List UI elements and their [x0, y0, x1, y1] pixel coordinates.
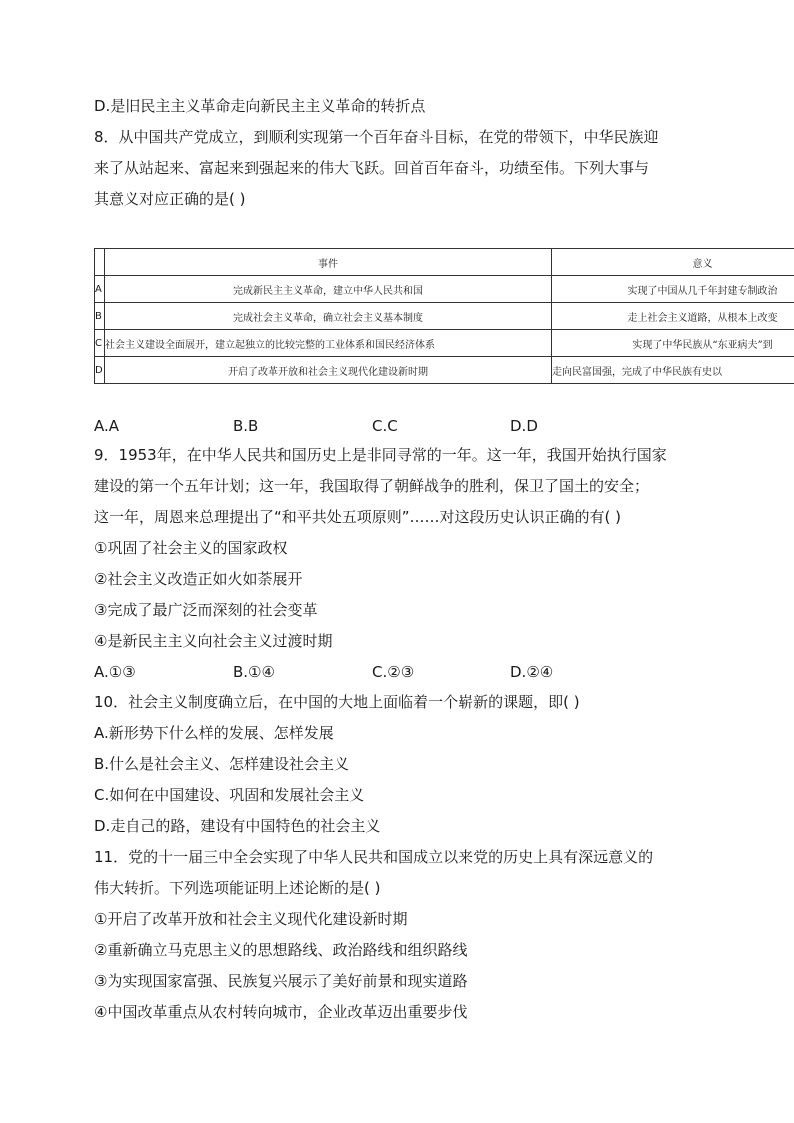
q9-option-c: C.②③ [372, 663, 415, 681]
table-row [95, 330, 794, 357]
table-row [95, 357, 794, 384]
q9-statement-4: ④是新民主主义向社会主义过渡时期 [94, 632, 333, 650]
row-key: A [95, 276, 105, 303]
q8-option-d: D.D [510, 417, 538, 435]
table-header-event: 事件 [105, 249, 552, 276]
q9-statement-3: ③完成了最广泛而深刻的社会变革 [94, 601, 318, 619]
q8-option-b: B.B [233, 417, 259, 435]
q8-option-c: C.C [372, 417, 398, 435]
events-table [94, 248, 794, 384]
q10-stem: 10．社会主义制度确立后，在中国的大地上面临着一个崭新的课题，即( ) [94, 693, 580, 711]
q8-option-a: A.A [94, 417, 120, 435]
q9-option-a: A.①③ [94, 663, 136, 681]
table-row [95, 303, 794, 330]
q10-option-a: A.新形势下什么样的发展、怎样发展 [94, 724, 334, 742]
table-header-row [95, 249, 794, 276]
row-meaning: 走上社会主义道路，从根本上改变 [552, 303, 794, 330]
table-header-key [95, 249, 105, 276]
row-event: 完成社会主义革命，确立社会主义基本制度 [105, 303, 552, 330]
events-table-container [94, 248, 794, 386]
q10-option-c: C.如何在中国建设、巩固和发展社会主义 [94, 786, 365, 804]
row-key: B [95, 303, 105, 330]
row-event: 完成新民主主义革命，建立中华人民共和国 [105, 276, 552, 303]
table-row [95, 276, 794, 303]
q11-statement-4: ④中国改革重点从农村转向城市，企业改革迈出重要步伐 [94, 1003, 468, 1021]
q9-stem-line-1: 9．1953年，在中华人民共和国历史上是非同寻常的一年。这一年，我国开始执行国家 [94, 446, 667, 464]
q8-stem-line-2: 来了从站起来、富起来到强起来的伟大飞跃。回首百年奋斗，功绩至伟。下列大事与 [94, 159, 650, 177]
row-key: C [95, 330, 105, 357]
q11-statement-2: ②重新确立马克思主义的思想路线、政治路线和组织路线 [94, 941, 468, 959]
q9-stem-line-3: 这一年，周恩来总理提出了“和平共处五项原则”……对这段历史认识正确的有( ) [94, 508, 622, 526]
q8-stem-line-1: 8．从中国共产党成立，到顺利实现第一个百年奋斗目标，在党的带领下，中华民族迎 [94, 128, 659, 146]
row-meaning: 走向民富国强，完成了中华民族有史以 [552, 357, 794, 384]
row-event: 社会主义建设全面展开，建立起独立的比较完整的工业体系和国民经济体系 [105, 330, 552, 357]
row-meaning: 实现了中华民族从“东亚病夫”到 [552, 330, 794, 357]
q9-statement-2: ②社会主义改造正如火如荼展开 [94, 570, 303, 588]
q10-option-b: B.什么是社会主义、怎样建设社会主义 [94, 755, 350, 773]
q11-stem-line-2: 伟大转折。下列选项能证明上述论断的是( ) [94, 879, 381, 897]
row-key: D [95, 357, 105, 384]
row-event: 开启了改革开放和社会主义现代化建设新时期 [105, 357, 552, 384]
q9-option-b: B.①④ [233, 663, 275, 681]
q8-stem-line-3: 其意义对应正确的是( ) [94, 190, 246, 208]
q11-statement-3: ③为实现国家富强、民族复兴展示了美好前景和现实道路 [94, 972, 468, 990]
q9-option-d: D.②④ [510, 663, 554, 681]
q9-statement-1: ①巩固了社会主义的国家政权 [94, 539, 288, 557]
q7-option-d: D.是旧民主主义革命走向新民主主义革命的转折点 [94, 97, 426, 115]
table-header-meaning: 意义 [552, 249, 794, 276]
row-meaning: 实现了中国从几千年封建专制政治 [552, 276, 794, 303]
q10-option-d: D.走自己的路，建设有中国特色的社会主义 [94, 817, 381, 835]
q11-statement-1: ①开启了改革开放和社会主义现代化建设新时期 [94, 910, 408, 928]
q11-stem-line-1: 11．党的十一届三中全会实现了中华人民共和国成立以来党的历史上具有深远意义的 [94, 848, 654, 866]
q9-stem-line-2: 建设的第一个五年计划；这一年，我国取得了朝鲜战争的胜利，保卫了国土的安全； [94, 477, 650, 495]
